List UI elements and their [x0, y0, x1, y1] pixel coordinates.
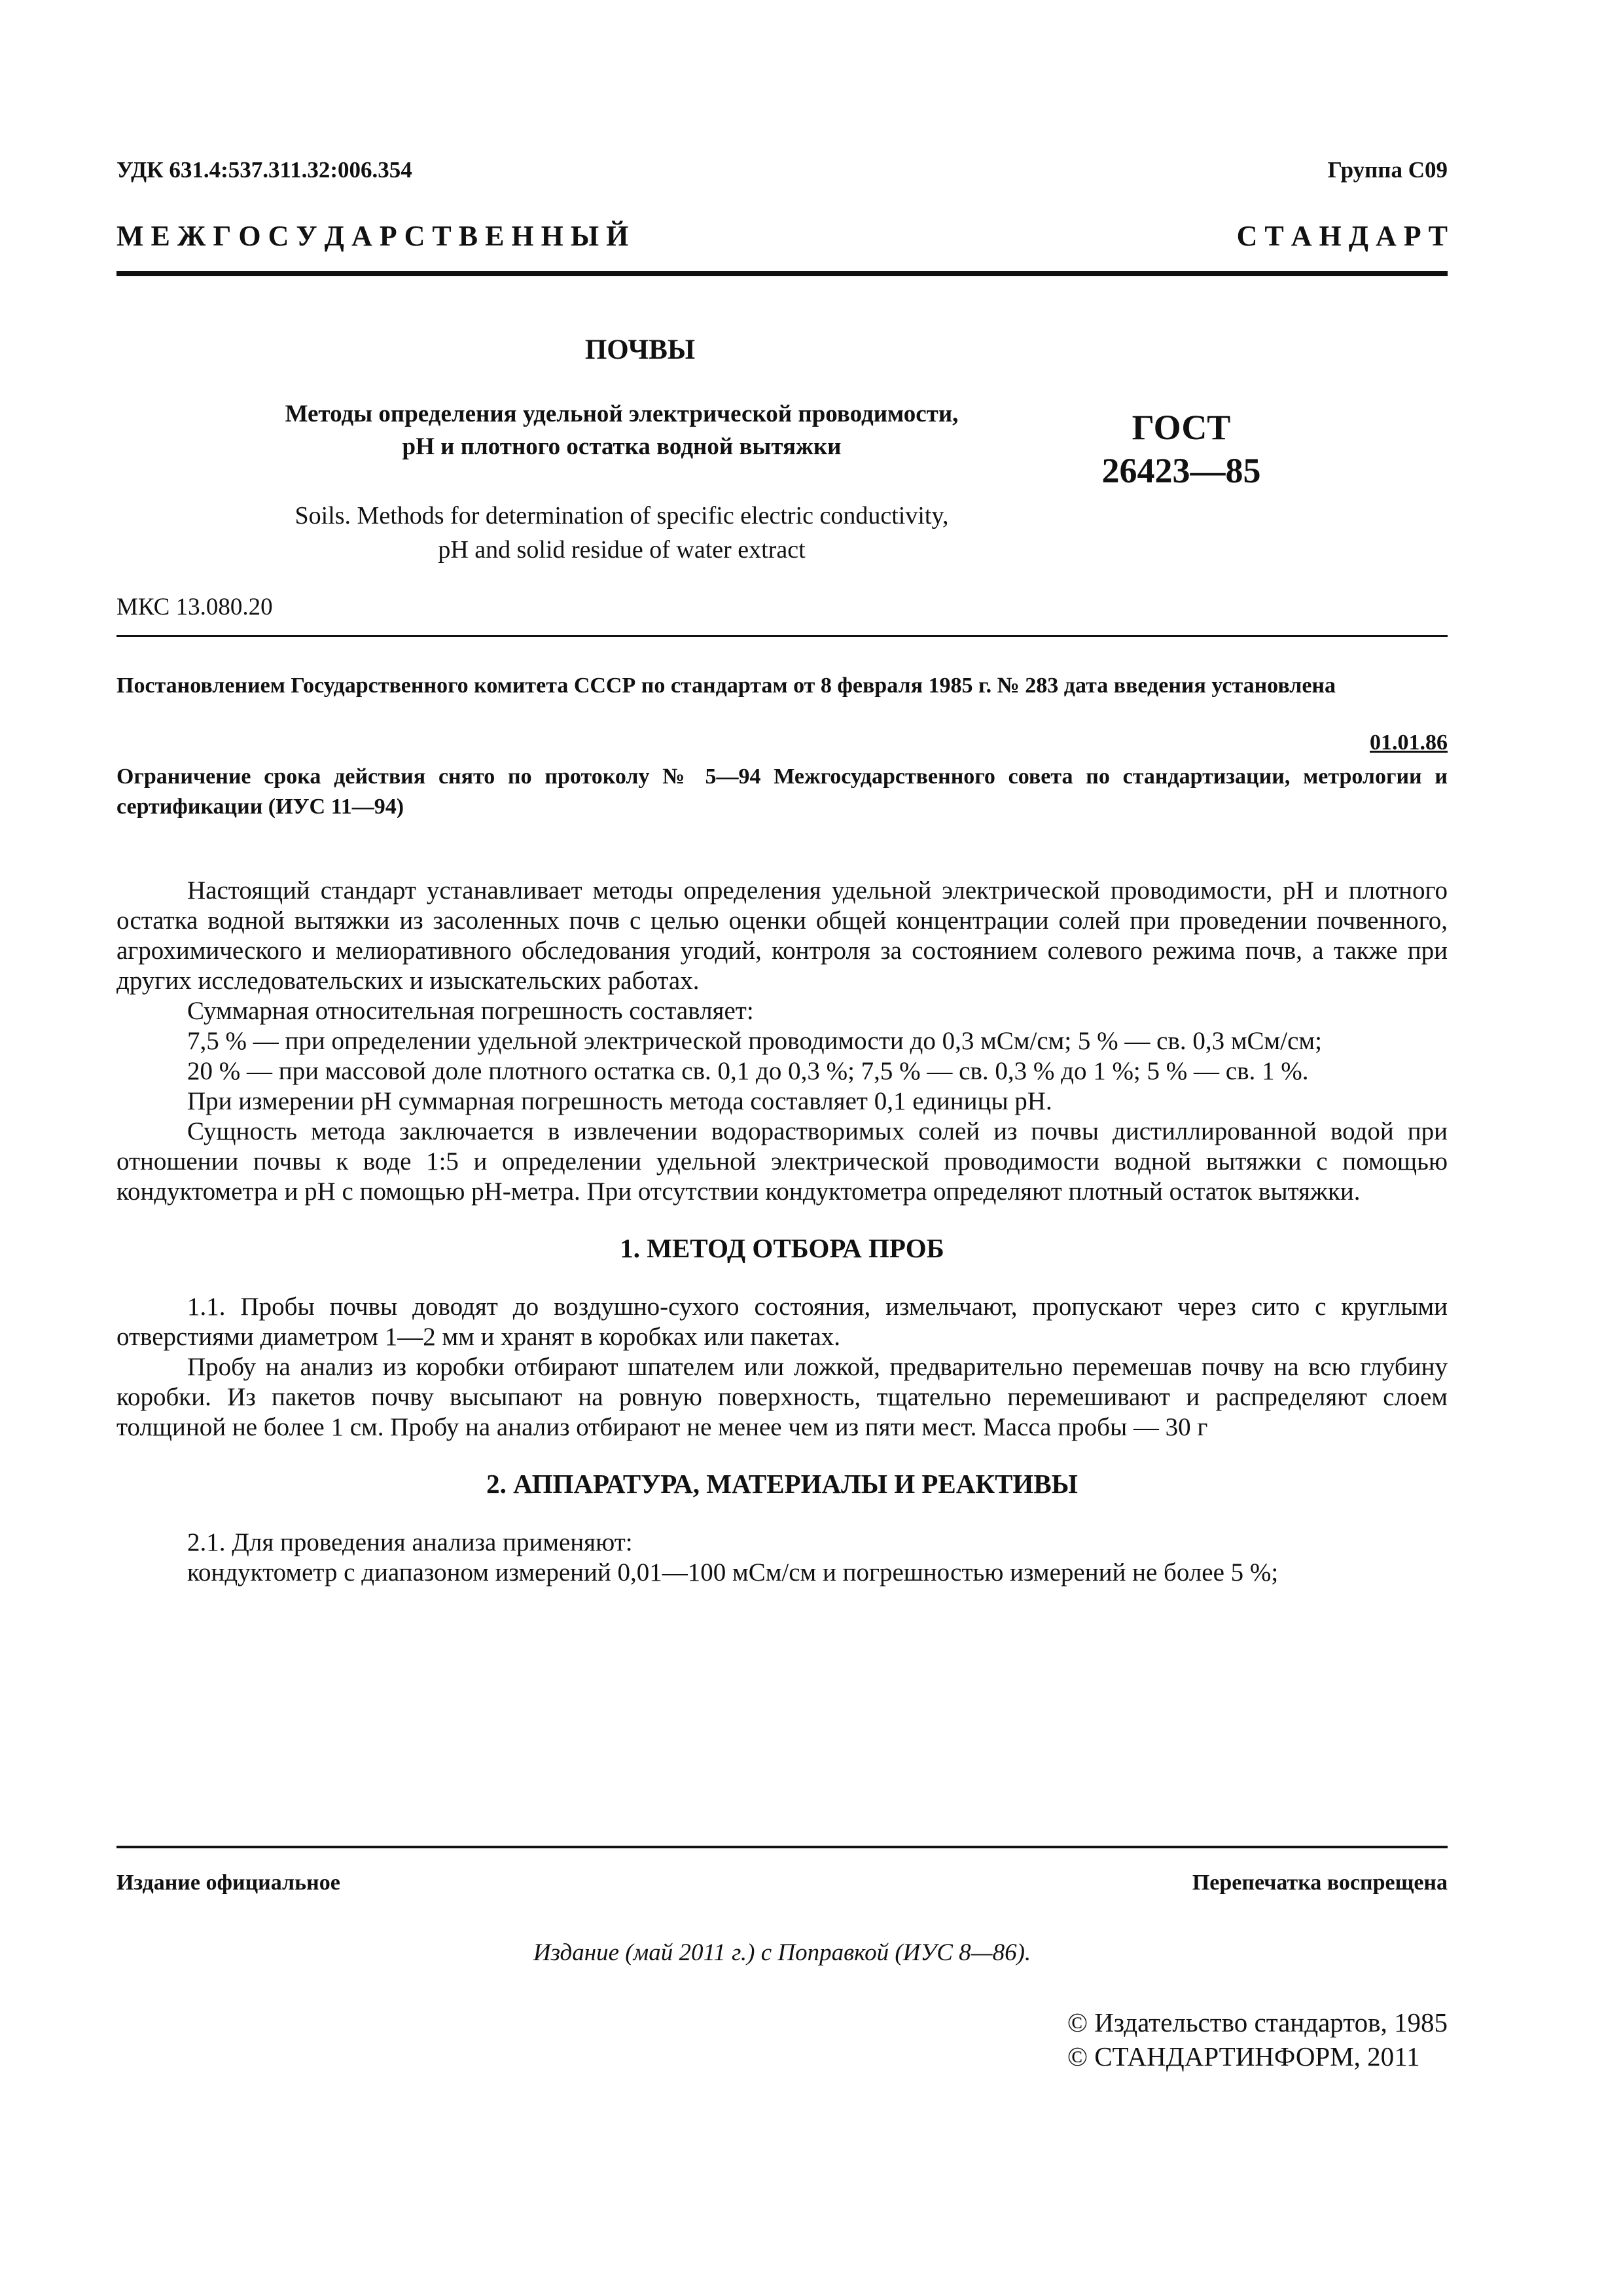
section-1-paragraph-2: Пробу на анализ из коробки отбирают шпателем или ложкой, предварительно перемешав почву на всю глубину коробки. Из пакетов почву высыпают на ровную поверхность, тщательно перемешивают и распределяют слоем толщиной не более 1 см. Пробу на анализ отбирают не менее чем из пяти мест. Масса пробы — 30 г [116, 1353, 1448, 1441]
copyright-line-2: © СТАНДАРТИНФОРМ, 2011 [1067, 2041, 1420, 2072]
intro-paragraph-2: Суммарная относительная погрешность составляет: [187, 997, 754, 1025]
document-title: ПОЧВЫ [584, 334, 696, 365]
decree-text: Постановлением Государственного комитета СССР по стандартам от 8 февраля 1985 г. № 283 дата введения установлена [116, 673, 1336, 698]
intro-paragraph-3: 7,5 % — при определении удельной электрической проводимости до 0,3 мСм/см; 5 % — св. 0,3 мСм/см; [187, 1027, 1322, 1055]
standard-type-word-1: М Е Ж Г О С У Д А Р С Т В Е Н Н Ы Й [116, 219, 629, 252]
edition-label: Издание официальное [116, 1871, 340, 1895]
subtitle-russian-line-1: Методы определения удельной электрической проводимости, [285, 401, 959, 427]
intro-paragraph-6: Сущность метода заключается в извлечении водорастворимых солей из почвы дистиллированной водой при отношении почвы к воде 1:5 и определении удельной электрической проводимости водной вытяжки с помощью кондуктометра и рН с помощью рН-метра. При отсутствии кондуктометра определяют плотный остаток вытяжки. [116, 1117, 1448, 1206]
subtitle-english [196, 499, 1047, 567]
document-body [116, 876, 1448, 1588]
mks-rule [116, 635, 1448, 637]
section-1-paragraph-1: 1.1. Пробы почвы доводят до воздушно-сухого состояния, измельчают, пропускают через сито с круглыми отверстиями диаметром 1—2 мм и хранят в коробках или пакетах. [116, 1293, 1448, 1351]
subtitle-russian [196, 398, 1047, 463]
intro-paragraph-1: Настоящий стандарт устанавливает методы определения удельной электрической проводимости, рН и плотного остатка водной вытяжки из засоленных почв с целью оценки общей концентрации солей при проведении почвенного, агрохимического и мелиоративного обследования угодий, контроля за состоянием солевого режима почв, а также при других исследовательских и изыскательских работах. [116, 876, 1448, 995]
limitation-text: Ограничение срока действия снято по протоколу № 5—94 Межгосударственного совета по стандартизации, метрологии и сертификации (ИУС 11—94) [116, 764, 1448, 819]
section-2-heading: 2. АППАРАТУРА, МАТЕРИАЛЫ И РЕАКТИВЫ [486, 1469, 1078, 1499]
group-code: Группа С09 [1327, 157, 1448, 183]
introduction-date: 01.01.86 [1370, 730, 1448, 755]
subtitle-english-line-1: Soils. Methods for determination of specific electric conductivity, [294, 502, 949, 529]
footer-rule [116, 1846, 1448, 1848]
gost-code: 26423—85 [1101, 451, 1261, 490]
standard-type-word-2: С Т А Н Д А Р Т [1236, 219, 1448, 252]
subtitle-english-line-2: pH and solid residue of water extract [438, 536, 806, 564]
intro-paragraph-4: 20 % — при массовой доле плотного остатка св. 0,1 до 0,3 %; 7,5 % — св. 0,3 % до 1 %; 5 % — св. 1 %. [187, 1057, 1309, 1085]
section-2-paragraph-2: кондуктометр с диапазоном измерений 0,01—100 мСм/см и погрешностью измерений не более 5 %; [187, 1558, 1279, 1587]
udk-code: УДК 631.4:537.311.32:006.354 [116, 157, 412, 183]
gost-number [1083, 406, 1279, 492]
section-2-paragraph-1: 2.1. Для проведения анализа применяют: [187, 1528, 633, 1556]
copyright-block [1067, 2005, 1448, 2073]
section-1-heading: 1. МЕТОД ОТБОРА ПРОБ [620, 1233, 944, 1263]
standard-type-banner [116, 217, 1448, 254]
header-rule [116, 271, 1448, 276]
reprint-notice: Перепечатка воспрещена [1192, 1871, 1448, 1895]
mks-code: МКС 13.080.20 [116, 594, 273, 620]
copyright-line-1: © Издательство стандартов, 1985 [1067, 2007, 1448, 2037]
subtitle-russian-line-2: рН и плотного остатка водной вытяжки [402, 433, 842, 460]
gost-label: ГОСТ [1132, 408, 1231, 447]
intro-paragraph-5: При измерении рН суммарная погрешность метода составляет 0,1 единицы рН. [187, 1087, 1052, 1115]
edition-note: Издание (май 2011 г.) с Поправкой (ИУС 8—86). [533, 1939, 1031, 1966]
